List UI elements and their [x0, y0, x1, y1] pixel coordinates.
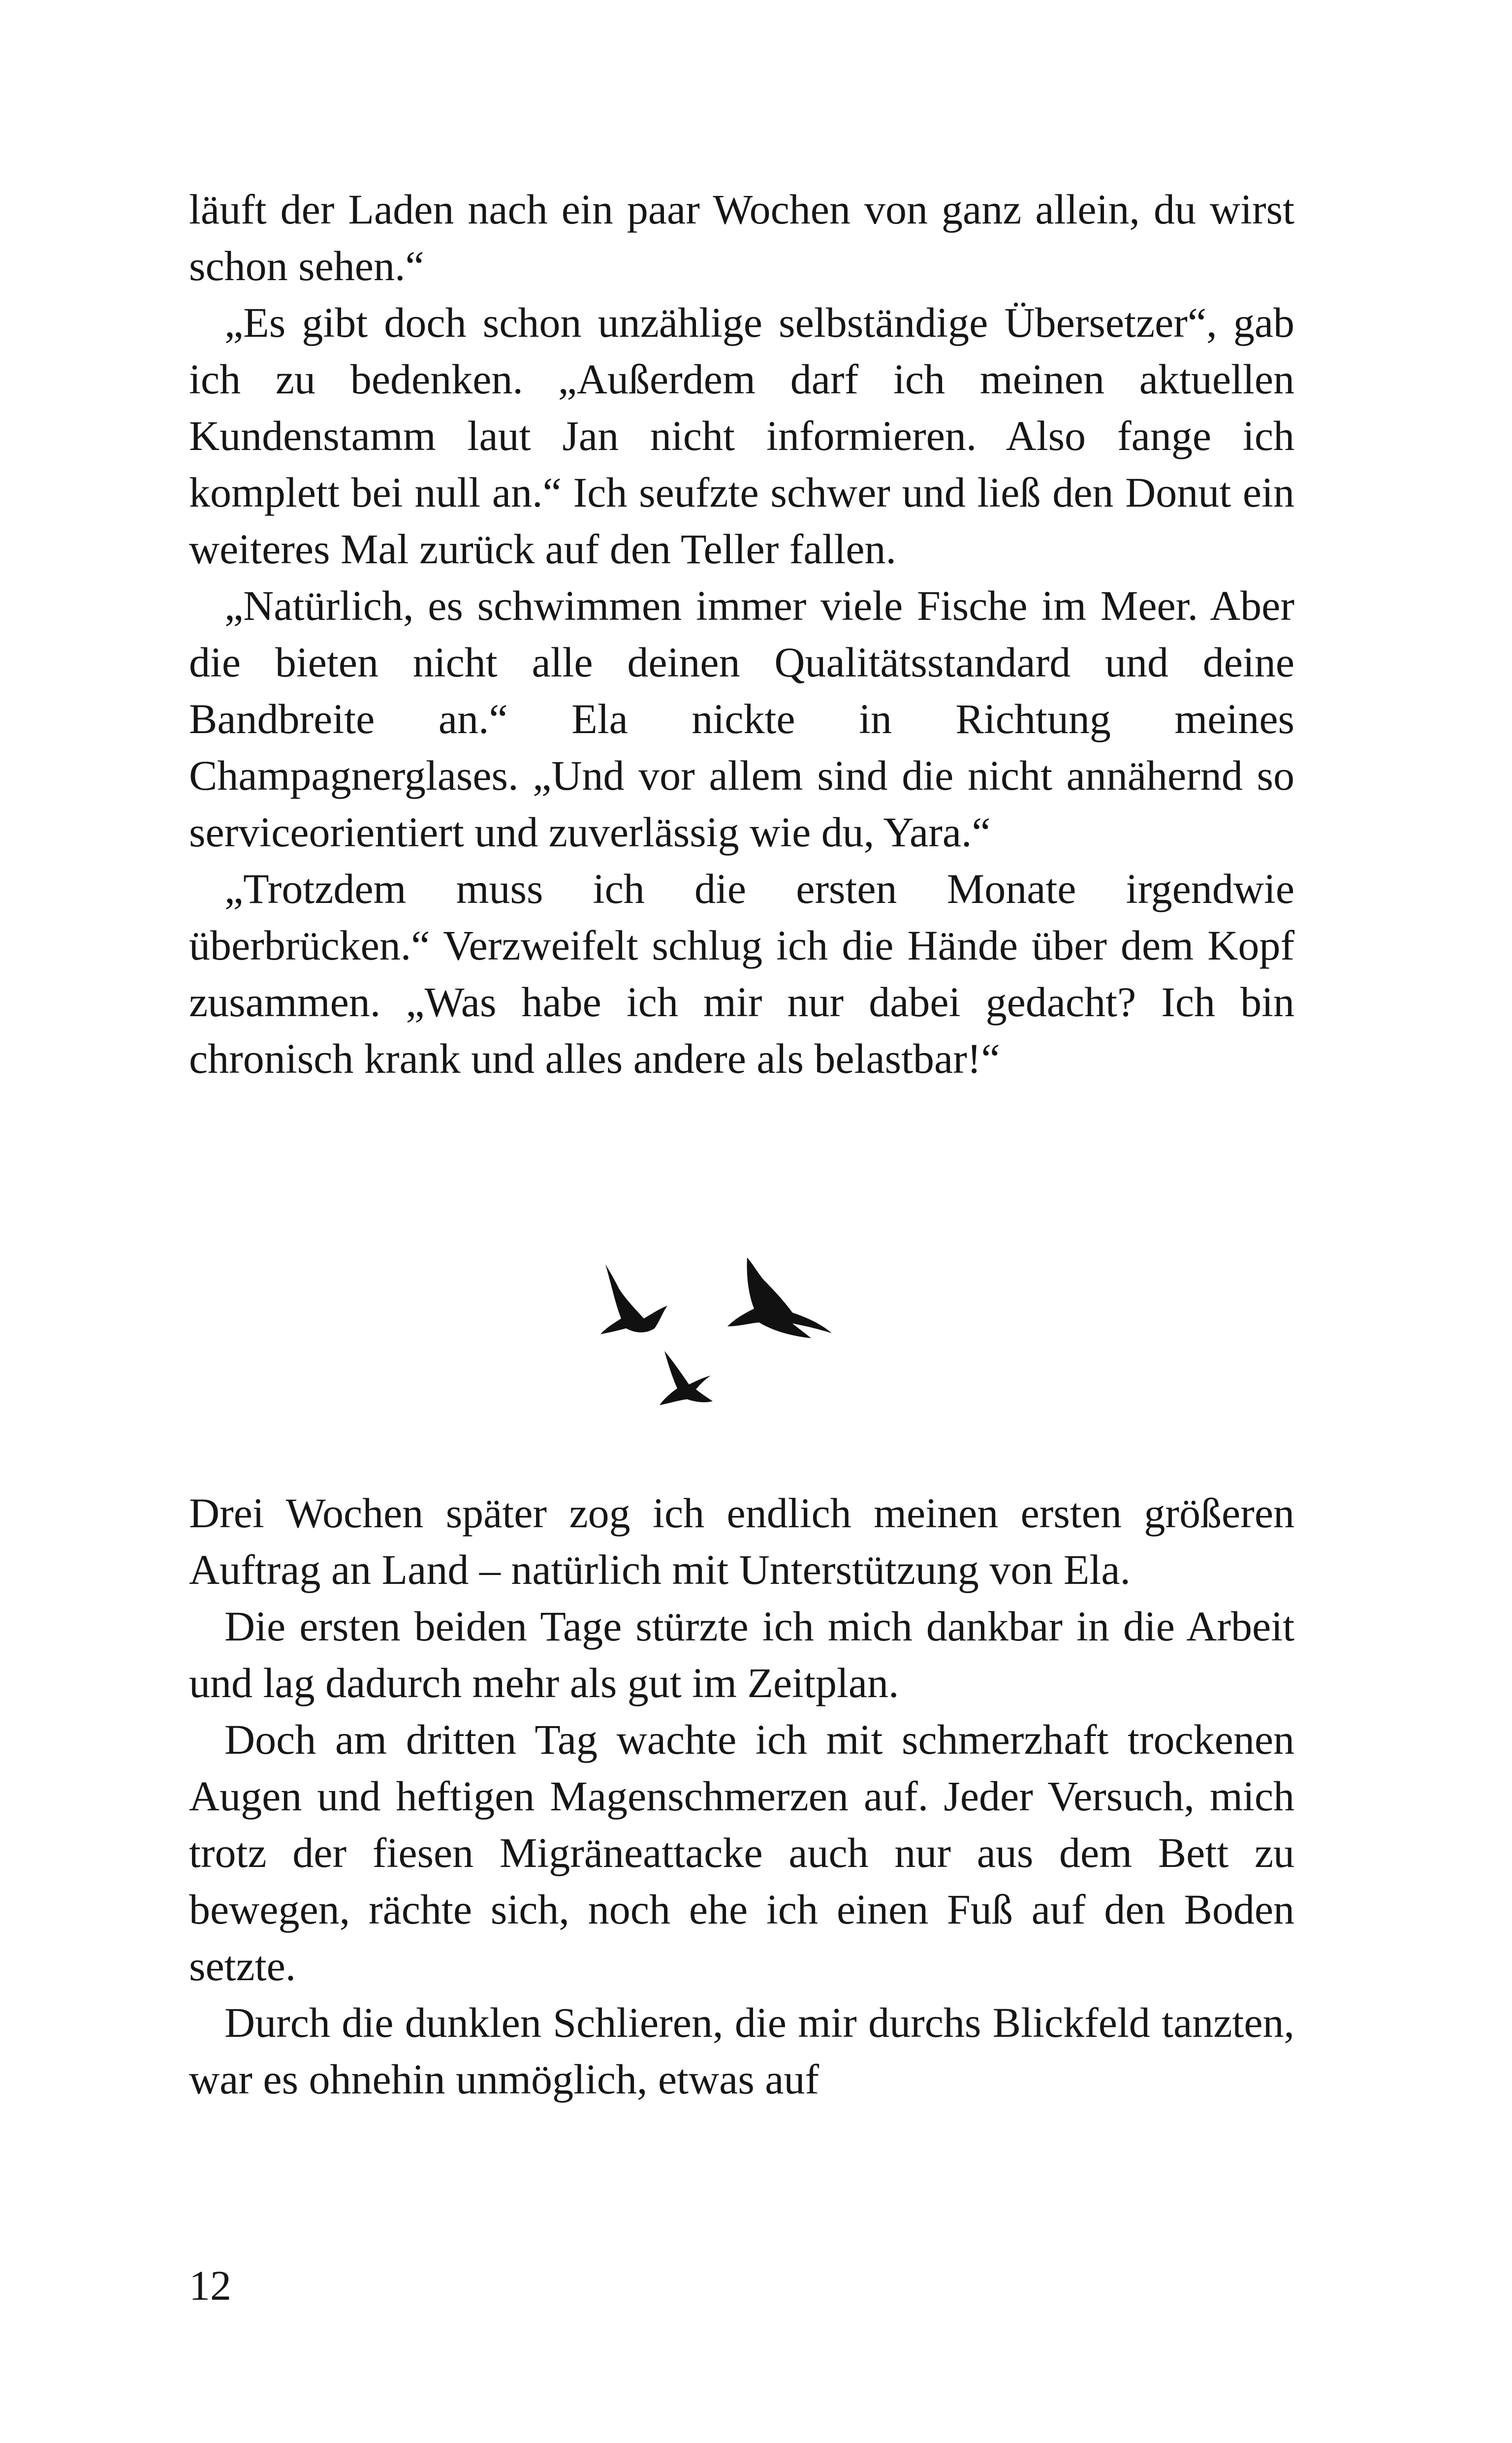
paragraph-2: Die ersten beiden Tage stürzte ich mich dankbar in die Arbeit und lag dadurch mehr als gut im Zeitplan. — [189, 1603, 1294, 1706]
bird-bottom-icon — [660, 1351, 713, 1405]
text-section-bottom — [189, 1485, 1294, 2108]
paragraph-scene-start: Drei Wochen später zog ich endlich meinen ersten größeren Auftrag an Land – natürlich mit Unterstützung von Ela. — [189, 1489, 1294, 1593]
paragraph-continuation: läuft der Laden nach ein paar Wochen von ganz allein, du wirst schon sehen.“ — [189, 186, 1294, 289]
bird-right-icon — [727, 1257, 832, 1338]
three-flying-birds-icon — [591, 1254, 847, 1422]
paragraph-3: Doch am dritten Tag wachte ich mit schmerzhaft trockenen Augen und heftigen Magenschmerzen auf. Jeder Versuch, mich trotz der fiesen Migräneattacke auch nur aus dem Bett zu bewegen, rächte sich, noch ehe ich einen Fuß auf den Boden setzte. — [189, 1716, 1294, 1990]
page-number: 12 — [189, 2262, 231, 2309]
paragraph-dialogue-1: „Es gibt doch schon unzählige selbständige Übersetzer“, gab ich zu bedenken. „Außerdem darf ich meinen aktuellen Kundenstamm laut Jan nicht informieren. Also fange ich komplett bei null an.“ Ich seufzte schwer und ließ den Donut ein weiteres Mal zurück auf den Teller fallen. — [189, 299, 1294, 573]
paragraph-dialogue-3: „Trotzdem muss ich die ersten Monate irgendwie überbrücken.“ Verzweifelt schlug ich die Hände über dem Kopf zusammen. „Was habe ich mir nur dabei gedacht? Ich bin chronisch krank und alles andere als belastbar!“ — [189, 865, 1294, 1082]
paragraph-dialogue-2: „Natürlich, es schwimmen immer viele Fische im Meer. Aber die bieten nicht alle deinen Qualitätsstandard und deine Bandbreite an.“ Ela nickte in Richtung meines Champagnerglases. „Und vor allem sind die nicht annähernd so serviceorientiert und zuverlässig wie du, Yara.“ — [189, 582, 1294, 856]
paragraph-4: Durch die dunklen Schlieren, die mir durchs Blickfeld tanzten, war es ohnehin unmöglich, etwas auf — [189, 1999, 1294, 2103]
text-section-top — [189, 181, 1294, 1087]
bird-left-icon — [600, 1264, 667, 1334]
